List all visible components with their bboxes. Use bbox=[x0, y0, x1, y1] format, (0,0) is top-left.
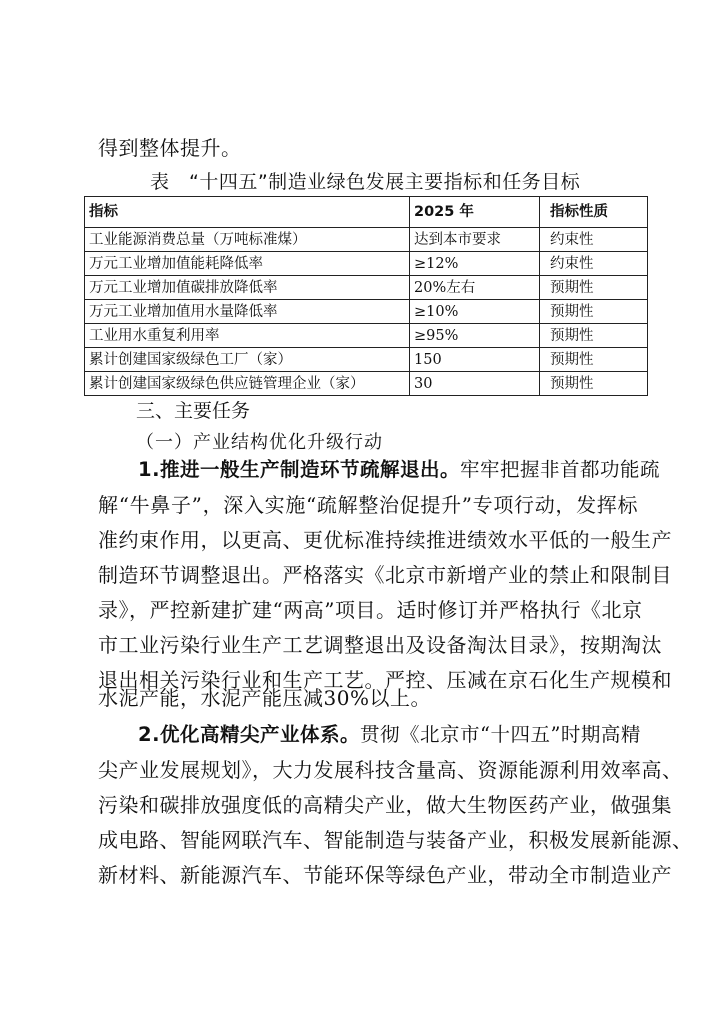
para1-line1-rest: 牢牢把握非首都功能疏 bbox=[459, 458, 660, 481]
para2-lead: 2.优化高精尖产业体系。 bbox=[138, 723, 360, 746]
cell-target: 达到本市要求 bbox=[410, 228, 540, 252]
para1-line-8: 水泥产能，水泥产能压减30%以上。 bbox=[98, 686, 431, 710]
cell-nature: 预期性 bbox=[540, 372, 648, 396]
para2-line1-rest: 贯彻《北京市“十四五”时期高精 bbox=[359, 723, 641, 746]
cell-target: ≥12% bbox=[410, 252, 540, 276]
table-row bbox=[85, 324, 648, 348]
para1-line-5: 录》，严控新建扩建“两高”项目。适时修订并严格执行《北京 bbox=[98, 598, 643, 622]
header-nature: 指标性质 bbox=[540, 197, 648, 228]
cell-nature: 约束性 bbox=[540, 252, 648, 276]
para1-lead: 1.推进一般生产制造环节疏解退出。 bbox=[138, 458, 460, 481]
sub-heading: （一）产业结构优化升级行动 bbox=[136, 432, 383, 453]
cell-nature: 约束性 bbox=[540, 228, 648, 252]
table-row bbox=[85, 300, 648, 324]
para1-line-1 bbox=[138, 458, 660, 482]
para1-line-7: 退出相关污染行业和生产工艺。严控、压减在京石化生产规模和 bbox=[98, 668, 672, 692]
table-row bbox=[85, 252, 648, 276]
table-row bbox=[85, 276, 648, 300]
header-year-2025: 2025 年 bbox=[410, 197, 540, 228]
cell-indicator: 累计创建国家级绿色工厂（家） bbox=[85, 348, 410, 372]
cell-nature: 预期性 bbox=[540, 324, 648, 348]
table-header-row bbox=[85, 197, 648, 228]
cell-target: ≥95% bbox=[410, 324, 540, 348]
para2-line-3: 污染和碳排放强度低的高精尖产业，做大生物医药产业，做强集 bbox=[98, 793, 672, 817]
cell-indicator: 累计创建国家级绿色供应链管理企业（家） bbox=[85, 372, 410, 396]
table-row bbox=[85, 372, 648, 396]
cell-nature: 预期性 bbox=[540, 276, 648, 300]
para2-line-1 bbox=[138, 723, 641, 747]
cell-target: 20%左右 bbox=[410, 276, 540, 300]
cell-nature: 预期性 bbox=[540, 348, 648, 372]
cell-indicator: 工业用水重复利用率 bbox=[85, 324, 410, 348]
table-row bbox=[85, 228, 648, 252]
para2-line-2: 尖产业发展规划》，大力发展科技含量高、资源能源利用效率高、 bbox=[98, 758, 683, 782]
cell-nature: 预期性 bbox=[540, 300, 648, 324]
para1-line-6: 市工业污染行业生产工艺调整退出及设备淘汰目录》，按期淘汰 bbox=[98, 633, 662, 657]
para1-line-3: 准约束作用，以更高、更优标准持续推进绩效水平低的一般生产 bbox=[98, 528, 672, 552]
header-indicator: 指标 bbox=[85, 197, 410, 228]
para2-line-5: 新材料、新能源汽车、节能环保等绿色产业，带动全市制造业产 bbox=[98, 863, 672, 887]
cell-indicator: 万元工业增加值能耗降低率 bbox=[85, 252, 410, 276]
table-title: 表 “十四五”制造业绿色发展主要指标和任务目标 bbox=[150, 171, 581, 193]
indicators-table bbox=[84, 196, 648, 396]
section-heading: 三、主要任务 bbox=[136, 400, 251, 422]
cell-target: 30 bbox=[410, 372, 540, 396]
cell-target: ≥10% bbox=[410, 300, 540, 324]
cell-target: 150 bbox=[410, 348, 540, 372]
cell-indicator: 万元工业增加值碳排放降低率 bbox=[85, 276, 410, 300]
para1-line-2: 解“牛鼻子”，深入实施“疏解整治促提升”专项行动，发挥标 bbox=[98, 493, 638, 517]
table-row bbox=[85, 348, 648, 372]
intro-tail-line: 得到整体提升。 bbox=[98, 136, 242, 160]
cell-indicator: 工业能源消费总量（万吨标准煤） bbox=[85, 228, 410, 252]
para2-line-4: 成电路、智能网联汽车、智能制造与装备产业，积极发展新能源、 bbox=[98, 828, 693, 852]
cell-indicator: 万元工业增加值用水量降低率 bbox=[85, 300, 410, 324]
para1-line-4: 制造环节调整退出。严格落实《北京市新增产业的禁止和限制目 bbox=[98, 563, 672, 587]
